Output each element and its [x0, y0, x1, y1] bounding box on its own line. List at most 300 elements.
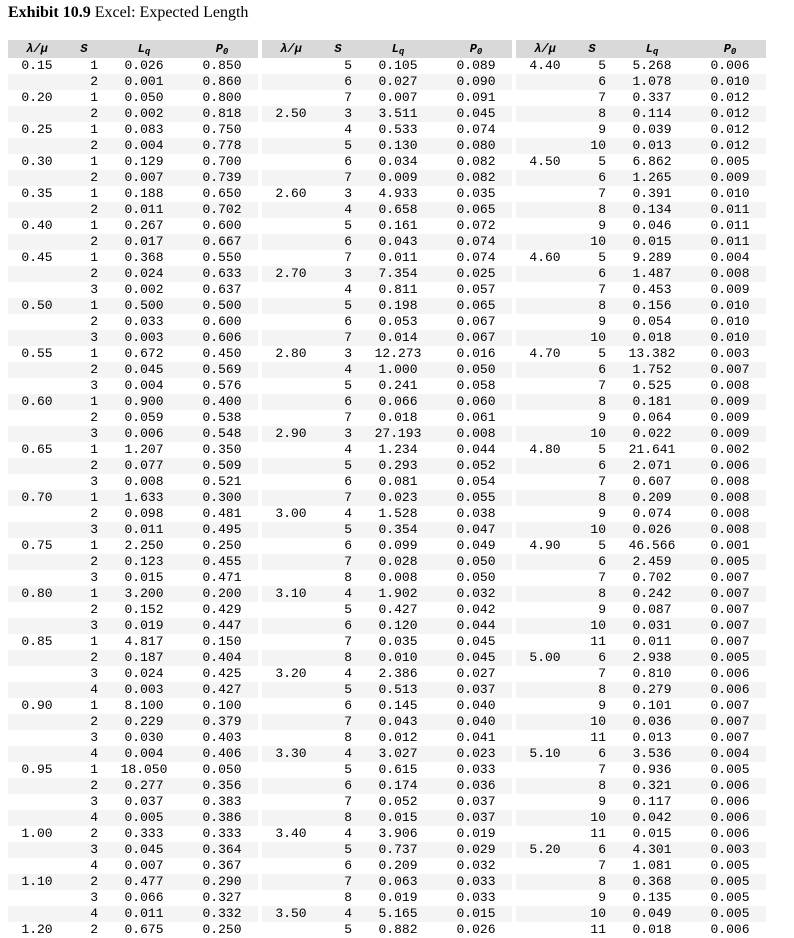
table-row	[262, 490, 512, 506]
cell-ratio	[262, 698, 320, 714]
cell-lq: 0.018	[378, 410, 418, 425]
cell-s: 6	[344, 538, 352, 553]
cell-s: 10	[574, 330, 610, 346]
cell-s: 10	[574, 906, 610, 922]
cell-lq: 1.000	[356, 362, 440, 378]
table-row	[262, 858, 512, 874]
cell-s: 5	[320, 298, 356, 314]
cell-lq: 0.050	[124, 90, 164, 105]
cell-ratio: 2.50	[262, 106, 320, 122]
cell-lq: 1.078	[610, 74, 694, 90]
panel-body	[262, 58, 512, 938]
table-row	[262, 794, 512, 810]
cell-s: 8	[320, 810, 356, 826]
table-row	[8, 522, 258, 538]
cell-lq: 0.267	[124, 218, 164, 233]
cell-p0: 0.350	[202, 442, 242, 457]
table-row	[8, 426, 258, 442]
cell-s: 11	[590, 634, 606, 649]
cell-lq: 0.477	[102, 874, 186, 890]
cell-ratio	[516, 202, 574, 218]
table-row	[516, 618, 766, 634]
table-row	[262, 474, 512, 490]
cell-ratio	[262, 122, 320, 138]
cell-ratio	[262, 170, 320, 186]
cell-lq: 0.900	[102, 394, 186, 410]
cell-lq: 0.027	[356, 74, 440, 90]
table-row	[8, 474, 258, 490]
table-row	[8, 746, 258, 762]
cell-lq: 0.152	[124, 602, 164, 617]
cell-ratio: 3.20	[275, 666, 307, 681]
cell-ratio: 3.10	[262, 586, 320, 602]
cell-ratio	[516, 74, 574, 90]
cell-ratio	[516, 522, 574, 538]
table-row	[262, 906, 512, 922]
cell-ratio: 0.50	[8, 298, 66, 314]
cell-s: 1	[90, 698, 98, 713]
cell-p0: 0.045	[440, 106, 512, 122]
cell-ratio	[8, 746, 66, 762]
cell-ratio	[516, 730, 574, 746]
cell-p0: 0.860	[186, 74, 258, 90]
cell-s: 5	[598, 154, 606, 169]
cell-p0: 0.606	[186, 330, 258, 346]
cell-s: 2	[66, 458, 102, 474]
table-row	[516, 250, 766, 266]
cell-p0: 0.055	[440, 490, 512, 506]
cell-ratio	[262, 778, 320, 794]
cell-p0: 0.033	[440, 874, 512, 890]
cell-s: 3	[320, 106, 356, 122]
cell-s: 5	[344, 218, 352, 233]
cell-s: 1	[66, 298, 102, 314]
table-row	[516, 442, 766, 458]
cell-ratio	[516, 874, 574, 890]
table-row	[8, 762, 258, 778]
cell-p0: 0.060	[440, 394, 512, 410]
cell-ratio	[516, 410, 574, 426]
cell-ratio	[8, 650, 66, 666]
cell-lq: 0.028	[356, 554, 440, 570]
table-row	[516, 474, 766, 490]
table-row	[262, 842, 512, 858]
table-row	[8, 378, 258, 394]
table-row	[8, 138, 258, 154]
cell-lq: 4.933	[378, 186, 418, 201]
cell-lq: 0.026	[124, 58, 164, 73]
cell-lq: 0.675	[124, 922, 164, 937]
cell-p0: 0.702	[186, 202, 258, 218]
cell-lq: 1.265	[610, 170, 694, 186]
cell-lq: 0.077	[102, 458, 186, 474]
cell-s: 2	[90, 826, 98, 841]
cell-lq: 0.209	[378, 858, 418, 873]
cell-p0: 0.009	[694, 170, 766, 186]
cell-p0: 0.050	[456, 570, 496, 585]
cell-ratio: 0.70	[8, 490, 66, 506]
cell-p0: 0.052	[440, 458, 512, 474]
cell-lq: 0.010	[356, 650, 440, 666]
cell-s: 7	[598, 762, 606, 777]
cell-ratio: 3.50	[262, 906, 320, 922]
cell-p0: 0.633	[186, 266, 258, 282]
cell-lq: 0.024	[102, 266, 186, 282]
table-row	[8, 186, 258, 202]
cell-s: 4	[66, 906, 102, 922]
cell-lq: 0.039	[632, 122, 672, 137]
cell-lq: 0.011	[102, 906, 186, 922]
cell-lq: 0.015	[632, 826, 672, 841]
cell-s: 8	[574, 202, 610, 218]
table-row	[516, 138, 766, 154]
cell-ratio	[8, 314, 66, 330]
cell-ratio	[262, 458, 320, 474]
table-row	[8, 394, 258, 410]
cell-p0: 0.007	[710, 602, 750, 617]
cell-ratio	[8, 522, 66, 538]
cell-ratio	[8, 266, 66, 282]
table-row	[8, 90, 258, 106]
table-row	[8, 570, 258, 586]
cell-p0: 0.550	[202, 250, 242, 265]
cell-s: 9	[598, 314, 606, 329]
cell-lq: 0.702	[632, 570, 672, 585]
cell-ratio	[262, 602, 320, 618]
cell-s: 4	[320, 586, 356, 602]
cell-lq: 1.487	[610, 266, 694, 282]
cell-lq: 0.525	[632, 378, 672, 393]
cell-p0: 0.005	[694, 650, 766, 666]
cell-ratio	[516, 666, 574, 682]
cell-ratio: 5.10	[516, 746, 574, 762]
cell-s: 7	[598, 186, 606, 201]
cell-s: 5	[320, 522, 356, 538]
table-row	[516, 570, 766, 586]
table-row	[516, 634, 766, 650]
cell-s: 6	[344, 858, 352, 873]
cell-s: 4	[344, 506, 352, 521]
cell-p0: 0.447	[186, 618, 258, 634]
cell-lq: 18.050	[120, 762, 168, 777]
cell-lq: 0.117	[632, 794, 672, 809]
cell-ratio: 1.00	[21, 826, 53, 841]
table-row	[516, 122, 766, 138]
cell-p0: 0.250	[202, 922, 242, 937]
cell-p0: 0.045	[440, 650, 512, 666]
cell-p0: 0.026	[456, 922, 496, 937]
cell-s: 6	[574, 170, 610, 186]
table-row	[8, 602, 258, 618]
cell-s: 2	[90, 506, 98, 521]
table-row	[516, 746, 766, 762]
cell-s: 4	[344, 666, 352, 681]
cell-s: 3	[320, 426, 356, 442]
cell-s: 7	[598, 378, 606, 393]
cell-p0: 0.012	[694, 106, 766, 122]
cell-lq: 0.011	[102, 202, 186, 218]
cell-ratio	[8, 282, 66, 298]
cell-s: 5	[344, 378, 352, 393]
cell-lq: 0.018	[610, 330, 694, 346]
cell-lq: 0.279	[610, 682, 694, 698]
cell-lq: 2.938	[610, 650, 694, 666]
cell-lq: 0.333	[124, 826, 164, 841]
cell-p0: 0.006	[710, 794, 750, 809]
cell-p0: 0.007	[694, 714, 766, 730]
table-row	[516, 186, 766, 202]
table-row	[516, 426, 766, 442]
cell-p0: 0.033	[456, 762, 496, 777]
cell-p0: 0.333	[202, 826, 242, 841]
cell-lq: 0.015	[124, 570, 164, 585]
table-row	[516, 890, 766, 906]
cell-s: 10	[574, 618, 610, 634]
cell-s: 3	[90, 282, 98, 297]
cell-s: 7	[598, 570, 606, 585]
cell-ratio: 0.35	[21, 186, 53, 201]
cell-ratio	[262, 74, 320, 90]
cell-ratio	[262, 154, 320, 170]
table-row	[516, 538, 766, 554]
cell-ratio: 4.70	[529, 346, 561, 361]
cell-s: 4	[66, 682, 102, 698]
cell-lq: 1.902	[356, 586, 440, 602]
cell-p0: 0.576	[202, 378, 242, 393]
cell-p0: 0.011	[710, 218, 750, 233]
cell-s: 6	[574, 74, 610, 90]
cell-ratio	[8, 554, 66, 570]
table-row	[8, 170, 258, 186]
cell-s: 2	[66, 170, 102, 186]
cell-lq: 0.337	[632, 90, 672, 105]
cell-p0: 0.850	[202, 58, 242, 73]
cell-s: 8	[344, 570, 352, 585]
table-row	[8, 698, 258, 714]
cell-lq: 0.008	[124, 474, 164, 489]
cell-p0: 0.005	[710, 762, 750, 777]
cell-s: 7	[344, 250, 352, 265]
table-row	[8, 730, 258, 746]
cell-p0: 0.010	[694, 74, 766, 90]
cell-lq: 0.936	[632, 762, 672, 777]
cell-p0: 0.386	[186, 810, 258, 826]
cell-p0: 0.006	[710, 826, 750, 841]
cell-p0: 0.004	[710, 250, 750, 265]
cell-p0: 0.006	[710, 666, 750, 681]
cell-s: 4	[66, 746, 102, 762]
col-header-lq: $L_q$	[102, 40, 186, 58]
cell-lq: 0.019	[378, 890, 418, 905]
cell-p0: 0.778	[186, 138, 258, 154]
cell-ratio	[262, 810, 320, 826]
cell-p0: 0.010	[694, 298, 766, 314]
cell-ratio	[516, 138, 574, 154]
cell-lq: 46.566	[628, 538, 676, 553]
cell-lq: 0.811	[378, 282, 418, 297]
cell-ratio	[262, 682, 320, 698]
cell-p0: 0.050	[202, 762, 242, 777]
table-row	[262, 186, 512, 202]
cell-lq: 0.004	[124, 378, 164, 393]
cell-s: 5	[344, 922, 352, 937]
cell-lq: 0.042	[610, 810, 694, 826]
table-row	[262, 618, 512, 634]
cell-lq: 0.026	[610, 522, 694, 538]
cell-lq: 0.059	[124, 410, 164, 425]
cell-p0: 0.045	[456, 634, 496, 649]
cell-lq: 0.354	[356, 522, 440, 538]
cell-lq: 0.500	[102, 298, 186, 314]
table-row	[516, 762, 766, 778]
cell-lq: 0.810	[632, 666, 672, 681]
table-row	[262, 746, 512, 762]
table-row	[262, 234, 512, 250]
cell-p0: 0.089	[456, 58, 496, 73]
table-row	[8, 714, 258, 730]
cell-p0: 0.327	[202, 890, 242, 905]
cell-ratio	[262, 58, 320, 74]
cell-p0: 0.065	[440, 298, 512, 314]
cell-lq: 0.181	[610, 394, 694, 410]
cell-p0: 0.010	[710, 314, 750, 329]
cell-s: 2	[90, 314, 98, 329]
table-row	[8, 842, 258, 858]
cell-p0: 0.032	[456, 858, 496, 873]
table-row	[262, 826, 512, 842]
cell-p0: 0.035	[456, 186, 496, 201]
cell-p0: 0.600	[202, 314, 242, 329]
table-row	[516, 202, 766, 218]
cell-lq: 0.081	[378, 474, 418, 489]
cell-p0: 0.008	[440, 426, 512, 442]
cell-lq: 0.129	[124, 154, 164, 169]
cell-p0: 0.005	[694, 874, 766, 890]
table-row	[8, 410, 258, 426]
cell-s: 6	[344, 474, 352, 489]
cell-p0: 0.047	[440, 522, 512, 538]
cell-ratio	[262, 874, 320, 890]
cell-p0: 0.002	[710, 442, 750, 457]
cell-ratio	[516, 490, 574, 506]
cell-ratio	[516, 794, 574, 810]
cell-p0: 0.600	[202, 218, 242, 233]
cell-ratio	[8, 810, 66, 826]
cell-s: 4	[320, 906, 356, 922]
table-row	[516, 234, 766, 250]
cell-s: 6	[574, 362, 610, 378]
cell-ratio	[516, 778, 574, 794]
cell-lq: 0.006	[102, 426, 186, 442]
cell-ratio: 3.30	[262, 746, 320, 762]
cell-s: 7	[344, 634, 352, 649]
cell-s: 2	[66, 138, 102, 154]
cell-lq: 0.012	[378, 730, 418, 745]
exhibit-title	[8, 4, 248, 22]
cell-ratio	[262, 842, 320, 858]
cell-p0: 0.200	[186, 586, 258, 602]
cell-p0: 0.074	[440, 234, 512, 250]
cell-p0: 0.009	[710, 282, 750, 297]
cell-s: 1	[90, 218, 98, 233]
cell-ratio: 2.70	[262, 266, 320, 282]
cell-ratio	[516, 714, 574, 730]
cell-p0: 0.012	[694, 138, 766, 154]
cell-lq: 4.817	[124, 634, 164, 649]
cell-lq: 0.658	[356, 202, 440, 218]
cell-s: 9	[598, 890, 606, 905]
cell-lq: 0.008	[378, 570, 418, 585]
table-row	[262, 426, 512, 442]
table-row	[516, 490, 766, 506]
cell-ratio	[516, 586, 574, 602]
cell-lq: 0.105	[378, 58, 418, 73]
table-row	[262, 442, 512, 458]
cell-p0: 0.037	[456, 794, 496, 809]
cell-lq: 0.046	[632, 218, 672, 233]
cell-p0: 0.008	[694, 490, 766, 506]
cell-s: 1	[90, 58, 98, 73]
cell-p0: 0.025	[440, 266, 512, 282]
cell-p0: 0.427	[186, 682, 258, 698]
cell-ratio	[8, 474, 66, 490]
cell-s: 3	[66, 330, 102, 346]
cell-lq: 0.513	[356, 682, 440, 698]
cell-ratio: 0.95	[21, 762, 53, 777]
cell-s: 4	[90, 858, 98, 873]
cell-p0: 0.006	[694, 458, 766, 474]
cell-p0: 0.074	[456, 250, 496, 265]
cell-p0: 0.008	[694, 522, 766, 538]
cell-p0: 0.082	[440, 170, 512, 186]
cell-lq: 0.368	[610, 874, 694, 890]
cell-s: 5	[344, 602, 352, 617]
table-row	[8, 282, 258, 298]
cell-p0: 0.019	[456, 826, 496, 841]
cell-lq: 0.003	[102, 330, 186, 346]
cell-ratio	[516, 218, 574, 234]
table-row	[262, 714, 512, 730]
cell-ratio	[262, 378, 320, 394]
cell-lq: 0.053	[378, 314, 418, 329]
table-row	[8, 778, 258, 794]
table-row	[8, 666, 258, 682]
cell-s: 7	[320, 330, 356, 346]
table-row	[262, 138, 512, 154]
table-row	[516, 682, 766, 698]
cell-p0: 0.008	[710, 506, 750, 521]
col-header-s: S	[574, 40, 610, 58]
cell-ratio	[516, 762, 574, 778]
cell-p0: 0.007	[710, 730, 750, 745]
cell-ratio	[8, 410, 66, 426]
cell-ratio	[8, 906, 66, 922]
table-row	[8, 794, 258, 810]
cell-lq: 3.536	[610, 746, 694, 762]
cell-ratio	[8, 106, 66, 122]
cell-p0: 0.650	[202, 186, 242, 201]
cell-lq: 0.293	[356, 458, 440, 474]
cell-s: 3	[90, 666, 98, 681]
col-header-lq: $L_q$	[356, 40, 440, 58]
table-row	[262, 810, 512, 826]
cell-ratio	[516, 906, 574, 922]
cell-p0: 0.032	[440, 586, 512, 602]
cell-ratio: 4.50	[529, 154, 561, 169]
cell-p0: 0.074	[456, 122, 496, 137]
table-row	[8, 890, 258, 906]
cell-ratio: 3.00	[275, 506, 307, 521]
